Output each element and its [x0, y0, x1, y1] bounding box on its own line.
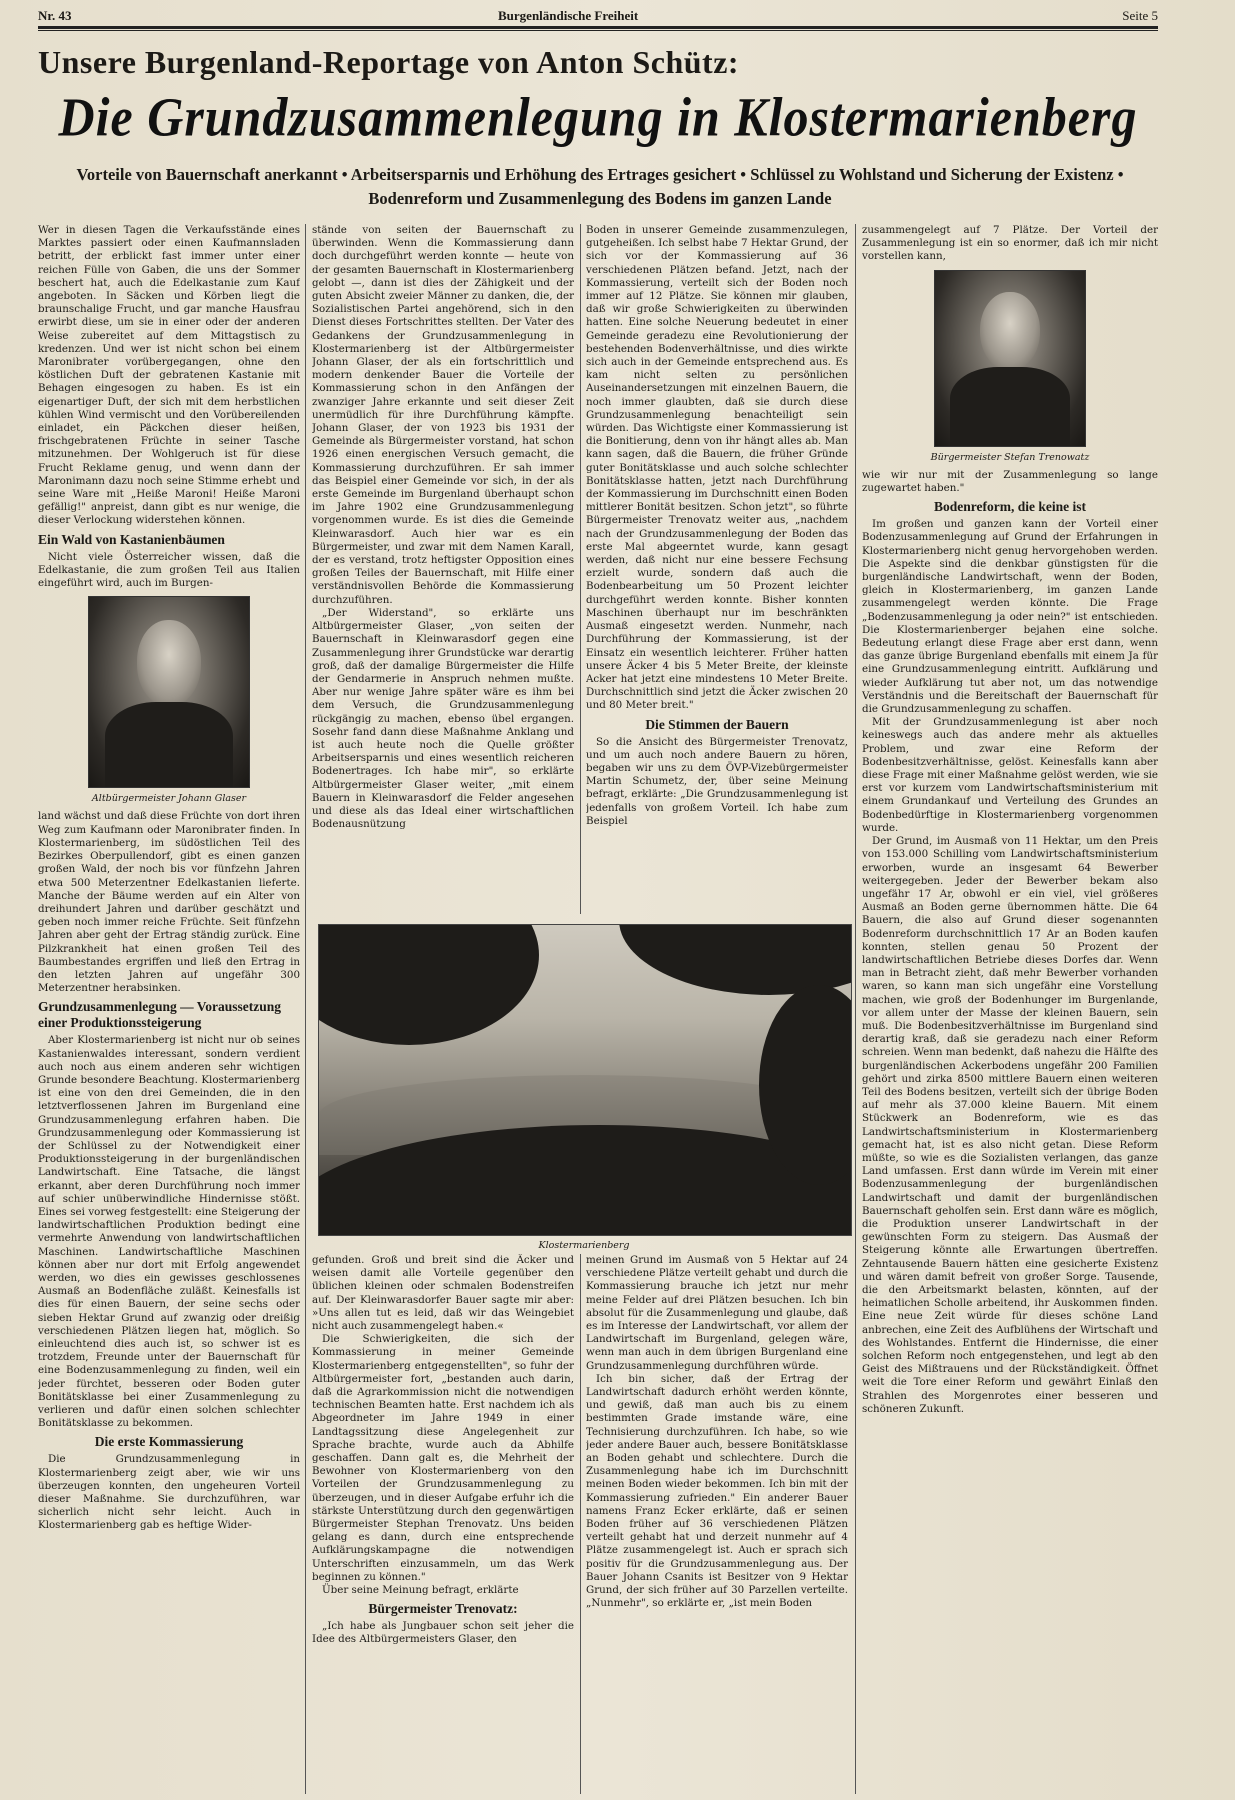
column-rule	[305, 224, 306, 1794]
paragraph: gefunden. Groß und breit sind die Äcker und weisen damit alle Vorteile gegenüber den üblichen kleinen oder schmalen Bodenstreifen auf. Der Kleinwarasdorfer Bauer sagte mir aber: »Uns allen tut es leid, daß wir das Weingebiet nicht auch zusammengelegt haben.«	[312, 1254, 574, 1333]
photo-caption: Bürgermeister Stefan Trenowatz	[930, 451, 1090, 463]
article-subhead: Vorteile von Bauernschaft anerkannt • Arbeitsersparnis und Erhöhung des Ertrages gesichert • Schlüssel zu Wohlstand und Sicherung der Existenz • Bodenreform und Zusammenlegung des Bodens im ganzen Lande	[76, 165, 1124, 208]
section-heading: Bürgermeister Trenovatz:	[368, 1601, 518, 1617]
paragraph: Die Schwierigkeiten, die sich der Kommassierung in meiner Gemeinde Klostermarienberg entgegenstellten", so fuhr der Altbürgermeister fort, „bestanden auch darin, daß die Agrarkommission nicht die notwendigen technischen Beamten hatte. Erst nachdem ich als Abgeordneter im Jahre 1949 in einer Landtagssitzung diese Angelegenheit zur Sprache brachte, wurde auch da Abhilfe geschaffen. Dann galt es, die Mehrheit der Bewohner von Klostermarienberg von den Vorteilen der Grundzusammenlegung zu überzeugen, und in dieser Aufgabe erfuhr ich die stärkste Unterstützung durch den gegenwärtigen Bürgermeister Stephan Trenovatz. Uns beiden gelang es dann, durch eine entsprechende Aufklärungskampagne die notwendigen Unterschriften einzusammeln, um das Werk beginnen zu können."	[312, 1333, 574, 1583]
paragraph: „Der Widerstand", so erklärte uns Altbürgermeister Glaser, „von seiten der Bauernschaft in Kleinwarasdorf gegen eine Zusammenlegung ihrer Grundstücke war derartig groß, daß der damalige Bürgermeister die Hilfe der Gendarmerie in Anspruch nehmen mußte. Aber nur wenige Jahre später wäre es ihm bei dem Versuch, die Grundzusammenlegung rückgängig zu machen, ebenso übel ergangen. Sosehr fand dann diese Maßnahme Anklang und ist auch heute noch die Quelle größter Arbeitsersparnis und eines wesentlich reicheren Bodenertrages. Ich habe mir", so erklärte Altbürgermeister Glaser weiter, „mit einem Bauern in Kleinwarasdorf die Felder angesehen und diese als das Ideal einer wirtschaftlichen Bodenausnützung	[312, 606, 574, 831]
article-headline: Die Grundzusammenlegung in Klostermarienberg	[58, 86, 1138, 148]
column-3-bottom	[586, 1254, 848, 1794]
paragraph: wie wir nur mit der Zusammenlegung so lange zugewartet haben."	[862, 468, 1158, 495]
photo-caption: Altbürgermeister Johann Glaser	[91, 793, 247, 805]
page-number: Seite 5	[1122, 8, 1158, 23]
paragraph: Im großen und ganzen kann der Vorteil einer Bodenzusammenlegung auf Grund der Erfahrungen in Klostermarienberg nicht genug hervorgehoben werden. Die Aspekte sind die denkbar günstigsten für die burgenländische Landwirtschaft, wenn der Boden, gleich in Klostermarienberg, im ganzen Lande zusammengelegt werden könnte. Die Frage „Bodenzusammenlegung ja oder nein?" ist entschieden. Die Klostermarienberger bejahen eine solche. Bedeutung erlangt diese Frage aber erst dann, wenn das ganze übrige Burgenland ebenfalls mit einem Ja für eine Grundzusammenlegung eintritt. Aufklärung und wieder Aufklärung tut aber not, um das notwendige Verständnis und die Bereitschaft der Bauernschaft für die Grundzusammenlegung zu schaffen.	[862, 518, 1158, 716]
section-heading: Die Stimmen der Bauern	[645, 716, 789, 732]
section-heading: Bodenreform, die keine ist	[934, 499, 1086, 515]
landscape-photo-klostermarienberg	[318, 924, 852, 1236]
paragraph: Boden in unserer Gemeinde zusammenzulegen, gutgeheißen. Ich selbst habe 7 Hektar Grund, der sich vor der Kommassierung auf 36 verschiedenen Plätzen befand. Jetzt, nach der Kommassierung, verteilt sich der Boden noch immer auf 12 Plätze. Sie können mir glauben, daß wir große Schwierigkeiten zu überwinden hatten. Eine solche Neuerung bedeutet in einer Gemeinde geradezu eine Revolutionierung der bestehenden Bodenverhältnisse, und dies wirkte sich auch in der Gemeinde entsprechend aus. Es kam nicht selten zu persönlichen Auseinandersetzungen mit einzelnen Bauern, die noch immer glaubten, daß sie durch diese Grundzusammenlegung benachteiligt sein würden. Das Wichtigste einer Kommassierung ist die Bonitierung, denn von ihr hängt alles ab. Man kann sagen, daß die Bauern, die früher Gründe guter Bonitätsklasse und auch solche schlechter Bonitätsklasse hatten, jetzt nach Durchführung der Kommassierung im Durchschnitt einen Boden mittlerer Bonität besitzen. Schon jetzt", so führte Bürgermeister Trenovatz weiter aus, „nachdem nach der Grundzusammenlegung der Boden das erste Mal abgeerntet wurde, kann gesagt werden, daß nicht nur eine bessere Fechsung erzielt wurde, sondern daß auch die Bodenbearbeitung um 50 Prozent leichter durchgeführt werden konnte. Bisher konnten Maschinen überhaupt nur im beschränkten Ausmaß eingesetzt werden. Nunmehr, nach Durchführung der Kommassierung, ist der Einsatz ein wesentlich leichterer. Früher hatten unsere Äcker 4 bis 5 Meter Breite, der kleinste Acker hat jetzt eine mindestens 10 Meter Breite. Durchschnittlich sind jetzt die Äcker zwischen 20 und 80 Meter breit."	[586, 224, 848, 712]
paragraph: Aber Klostermarienberg ist nicht nur ob seines Kastanienwaldes interessant, sondern verdient auch noch aus einem anderen sehr wichtigen Grunde besondere Beachtung. Klostermarienberg ist eine von den drei Gemeinden, die in den letztverflossenen Jahren im Burgenland eine Grundzusammenlegung erfahren haben. Die Grundzusammenlegung oder Kommassierung ist der Schlüssel zu der Notwendigkeit einer Produktionssteigerung in der burgenländischen Landwirtschaft. Eine Tatsache, die längst erkannt, aber deren Durchführung noch immer auf schier unüberwindliche Hindernisse stößt. Eines sei vorweg festgestellt: eine Steigerung der landwirtschaftlichen Produktion bedingt eine vermehrte Anwendung von landwirtschaftlichen Maschinen. Landwirtschaftliche Maschinen können aber nur dort mit Erfolg angewendet werden, wo dies ein gewisses geschlossenes Ausmaß an Bodenfläche zuläßt. Keinesfalls ist dies für einen Bauern, der seine sechs oder sieben Hektar Grund auf zwanzig oder dreißig verschiedenen Plätzen liegen hat, möglich. So einleuchtend dies auch ist, so schwer ist es trotzdem, Freunde unter der Bauernschaft für eine Bodenzusammenlegung zu finden, weil ein jeder fürchtet, besseren oder Boden guter Bonitätsklasse bei einer Zusammenlegung zu verlieren und dafür einen solchen schlechter Bonitätsklasse zu bekommen.	[38, 1034, 300, 1430]
paragraph: zusammengelegt auf 7 Plätze. Der Vorteil der Zusammenlegung ist ein so enormer, daß ich mir nicht vorstellen kann,	[862, 224, 1158, 263]
section-heading: Ein Wald von Kastanienbäumen	[38, 531, 225, 547]
paragraph: Nicht viele Österreicher wissen, daß die Edelkastanie, die zum großen Teil aus Italien eingeführt wird, auch im Burgen-	[38, 550, 300, 590]
section-heading: Grundzusammenlegung — Voraussetzung einer Produktionssteigerung	[38, 999, 282, 1031]
page-header	[38, 6, 1158, 24]
column-3-top	[586, 224, 848, 914]
paragraph: land wächst und daß diese Früchte von dort ihren Weg zum Kaufmann oder Maronibrater finden. In Klostermarienberg, im südöstlichen Teil des Bezirkes Oberpullendorf, gibt es einen ganzen großen Wald, der noch bis vor fünfzehn Jahren etwa 500 Meterzentner Edelkastanien lieferte. Manche der Bäume werden auf ein Alter von dreihundert Jahren und darüber geschätzt und geben noch immer reiche Früchte. Seit fünfzehn Jahren aber geht der Ertrag ständig zurück. Eine Pilzkrankheit hat einen großen Teil des Baumbestandes ergriffen und ließ den Ertrag in den letzten Jahren auf ungefähr 300 Meterzentner herabsinken.	[38, 810, 300, 995]
newspaper-name: Burgenländische Freiheit	[498, 8, 639, 23]
header-rule-thin	[38, 30, 1158, 31]
paragraph: Ich bin sicher, daß der Ertrag der Landwirtschaft dadurch erhöht werden könnte, und gewiß, daß man auch bis zu einem bestimmten Grade imstande wäre, eine Technisierung durchzuführen. Ich habe, so wie jeder andere Bauer auch, bessere Bonitätsklasse an Boden gehabt und schlechtere. Durch die Zusammenlegung habe ich im Durchschnitt meinen Boden wieder bekommen. Ich bin mit der Kommassierung zufrieden." Ein anderer Bauer namens Franz Ecker erklärte, daß er seinen Boden früher auf 36 verschiedenen Plätzen verteilt gehabt hat und derzeit nunmehr auf 4 Plätze zusammengelegt ist. Auch er sprach sich positiv für die Grundzusammenlegung aus. Der Bauer Johann Csanits ist Besitzer von 9 Hektar Grund, der sich früher auf 30 Parzellen verteilte. „Nunmehr", so erklärte er, „ist mein Boden	[586, 1372, 848, 1610]
article-kicker: Unsere Burgenland-Reportage von Anton Schütz:	[38, 44, 740, 80]
paragraph: „Ich habe als Jungbauer schon seit jeher die Idee des Altbürgermeisters Glaser, den	[312, 1620, 574, 1646]
issue-number: Nr. 43	[38, 8, 72, 23]
portrait-photo-trenowatz	[934, 270, 1086, 447]
header-rule	[38, 26, 1158, 29]
column-2-bottom	[312, 1254, 574, 1794]
column-rule	[855, 224, 856, 1794]
column-rule	[580, 224, 581, 914]
column-4	[862, 224, 1158, 1794]
photo-caption: Klostermarienberg	[538, 1240, 630, 1251]
paragraph: meinen Grund im Ausmaß von 5 Hektar auf 24 verschiedene Plätze verteilt gehabt und durch die Kommassierung brauche ich jetzt nur mehr meine Felder auf drei Plätzen besuchen. Ich bin absolut für die Zusammenlegung und glaube, daß es im Interesse der Landwirtschaft, vor allem der Landwirtschaft im Burgenland, gelegen wäre, wenn man auch in dem übrigen Burgenland eine Grundzusammenlegung durchführen würde.	[586, 1254, 848, 1372]
paragraph: So die Ansicht des Bürgermeister Trenovatz, und um auch noch andere Bauern zu hören, begaben wir uns zu dem ÖVP-Vizebürgermeister Martin Schumetz, der, über seine Meinung befragt, erklärte: „Die Grundzusammenlegung ist jedenfalls von großem Vorteil. Ich habe zum Beispiel	[586, 735, 848, 827]
paragraph: Der Grund, im Ausmaß von 11 Hektar, um den Preis von 153.000 Schilling vom Landwirtschaftsministerium erworben, wurde an insgesamt 64 Bewerber weitergegeben. Jeder der Bewerber bekam also ungefähr 17 Ar, obwohl er ein viel, viel größeres Ausmaß an Boden gerne übernommen hätte. Die 64 Bauern, die also auf Grund dieser sogenannten Bodenreform durchschnittlich 17 Ar an Boden kaufen konnten, stellen genau 50 Prozent der landwirtschaftlichen Betriebe dieses Dorfes dar. Wenn man in Betracht zieht, daß mehr Bewerber vorhanden waren, so kann man sich ungefähr eine Vorstellung machen, wie groß der Bodenhunger im Burgenlande, vor allem unter der Masse der kleinen Bauern, sein muß. Die Bodenbesitzverhältnisse im Burgenland sind derartig kraß, daß sie geradezu nach einer Reform schreien. Wenn man bedenkt, daß nahezu die Hälfte des burgenländischen Ackerbodens ungefähr 200 Familien gehört und zirka 8500 mittlere Bauern einen weiteren Teil des Bodens besitzen, verteilt sich der übrige Boden auf mehr als 37.000 kleine Bauern. Mit einem Stückwerk an Bodenreform, wie es das Landwirtschaftsministerium in Klostermarienberg gemacht hat, ist es also nicht getan. Diese Reform müßte, so wie es die Sozialisten verlangen, das ganze Land umfassen. Erst dann würde im Verein mit einer Bodenzusammenlegung der burgenländischen Landwirtschaft und damit der burgenländischen Bauernschaft geholfen sein. Erst dann wäre es möglich, die Produktion unserer Landwirtschaft in der gewünschten Form zu steigern. Das Ausmaß der Steigerung könnte alle Erwartungen übertreffen. Zehntausende Bauern hätten eine gesicherte Existenz und wären damit befreit von großer Sorge. Tausende, die den Arbeitsmarkt belasten, könnten, auf der heimatlichen Scholle arbeitend, ihr Auskommen finden. Eine neue Zeit würde für dieses schöne Land anbrechen, eine Zeit des Aufblühens der Wirtschaft und des Wohlstandes. Entfernt die Hindernisse, die einer solchen Reform noch entgegenstehen, und legt ab den Geist des Mißtrauens und der Rückständigkeit. Öffnet weit die Tore einer Reform und gewährt Einlaß den Strahlen des Morgenrotes einer besseren und schöneren Zukunft.	[862, 835, 1158, 1415]
column-2-top	[312, 224, 574, 914]
column-rule	[580, 1254, 581, 1794]
section-heading: Die erste Kommassierung	[94, 1434, 244, 1450]
paragraph: stände von seiten der Bauernschaft zu überwinden. Wenn die Kommassierung dann doch durchgeführt werden konnte — heute von der gesamten Bauernschaft in Klostermarienberg gelobt —, dann ist dies der Zähigkeit und der guten Absicht zweier Männer zu danken, die, der Sozialistischen Partei angehörend, sich in den Dienst dieses Fortschrittes stellten. Der Vater des Gedankens der Grundzusammenlegung in Klostermarienberg ist der Altbürgermeister Johann Glaser, der als ein fortschrittlich und modern denkender Bauer die Vorteile der Kommassierung schon in den Anfängen der zwanziger Jahre erkannte und seit dieser Zeit unermüdlich für ihre Durchführung kämpfte. Johann Glaser, der von 1923 bis 1931 der Gemeinde als Bürgermeister vorstand, hat schon 1926 einen energischen Versuch gemacht, die Kommassierung durchzuführen. Er sah immer das Beispiel einer Gemeinde vor sich, in der als erste Gemeinde im Burgenland überhaupt schon im Jahre 1902 eine Grundzusammenlegung vorgenommen wurde. Es ist dies die Gemeinde Kleinwarasdorf. Auch hier war es ein Bürgermeister, und zwar mit dem Namen Karall, der es verstand, trotz heftigster Opposition eines großen Teiles der Bauernschaft, mit Hilfe einer verständnisvollen Behörde die Kommassierung durchzuführen.	[312, 224, 574, 606]
portrait-photo-glaser	[88, 596, 250, 788]
paragraph: Über seine Meinung befragt, erklärte	[322, 1584, 519, 1597]
paragraph: Die Grundzusammenlegung in Klostermarienberg zeigt aber, wie wir uns überzeugen konnten, den ungeheuren Vorteil dieser Maßnahme. Sie durchzuführen, war sicherlich nicht sehr leicht. Auch in Klostermarienberg gab es heftige Wider-	[38, 1453, 300, 1532]
column-1	[38, 224, 300, 1794]
paragraph: Mit der Grundzusammenlegung ist aber noch keineswegs auch das andere mehr als aktuelles Problem, und zwar eine Reform der Bodenbesitzverhältnisse, gelöst. Keinesfalls kann aber diese Frage mit einer Maßnahme gelöst werden, wie sie erst vor kurzem vom Landwirtschaftsministerium mit einem Grundankauf und Verteilung des Grundes an Bodenbedürftige in Klostermarienberg vorgenommen wurde.	[862, 716, 1158, 834]
paragraph: Wer in diesen Tagen die Verkaufsstände eines Marktes passiert oder einen Kaufmannsladen betritt, der erblickt fast immer unter einer reichen Fülle von Gaben, die uns der Sommer beschert hat, auch die Edelkastanie zum Kauf angeboten. In Säcken und Körben liegt die braunschalige Frucht, und gar manche Hausfrau erwirbt diese, um sie in einer oder der anderen Weise zubereitet auf dem Mittagstisch zu kredenzen. Und wer ist nicht schon bei einem Maronibrater vorübergegangen, ohne den köstlichen Duft der gebratenen Kastanie mit Behagen eingesogen zu haben. Es ist ein eigenartiger Duft, der sich mit dem herbstlichen kühlen Wind vermischt und den Vorübereilenden einladet, ein Päckchen dieser heißen, frischgebratenen Früchte in seiner Tasche mitzunehmen. Der Wohlgeruch ist für diese Frucht Reklame genug, und wenn dann der Maronimann dazu noch seine Stimme erhebt und seine Ware mit „Heiße Maroni! Heiße Maroni gefällig!" anpreist, dann gibt es nur wenige, die dieser Verlockung widerstehen können.	[38, 224, 300, 527]
